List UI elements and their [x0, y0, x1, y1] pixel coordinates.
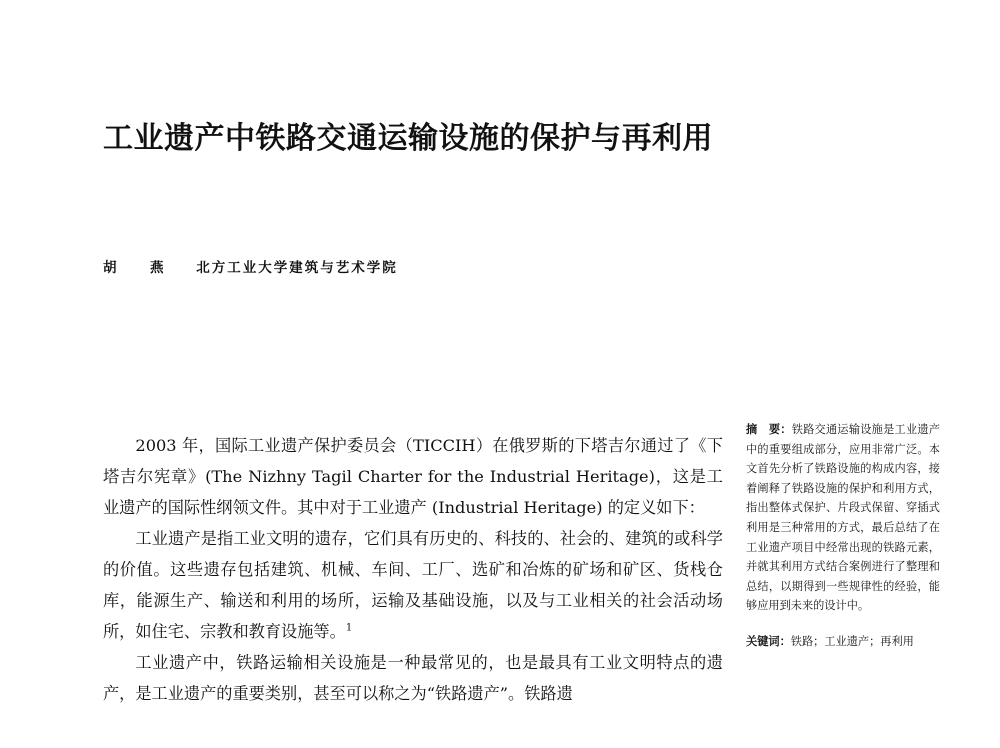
keywords	[746, 632, 940, 652]
author-name: 胡 燕	[103, 260, 174, 276]
body-text	[103, 430, 723, 709]
footnote-marker: 1	[345, 622, 353, 634]
keywords-text: 铁路；工业遗产；再利用	[790, 634, 914, 648]
article-title: 工业遗产中铁路交通运输设施的保护与再利用	[103, 121, 713, 156]
author-line	[103, 256, 398, 276]
abstract-sidebar	[746, 420, 940, 652]
body-paragraph-3: 工业遗产中，铁路运输相关设施是一种最常见的，也是最具有工业文明特点的遗产，是工业遗产的重要类别，甚至可以称之为“铁路遗产”。铁路遗	[103, 653, 723, 703]
body-paragraph-2	[103, 523, 723, 647]
abstract-text: 铁路交通运输设施是工业遗产中的重要组成部分，应用非常广泛。本文首先分析了铁路设施的构成内容，接着阐释了铁路设施的保护和利用方式，指出整体式保护、片段式保留、穿插式利用是三种常用的方式，最后总结了在工业遗产项目中经常出现的铁路元素，并就其利用方式结合案例进行了整理和总结，以期得到一些规律性的经验，能够应用到未来的设计中。	[746, 423, 940, 613]
abstract	[746, 420, 940, 616]
abstract-label: 摘 要：	[746, 423, 792, 436]
body-paragraph-2-text: 工业遗产是指工业文明的遗存，它们具有历史的、科技的、社会的、建筑的或科学的价值。这些遗存包括建筑、机械、车间、工厂、选矿和冶炼的矿场和矿区、货栈仓库，能源生产、输送和利用的场所，运输及基础设施，以及与工业相关的社会活动场所，如住宅、宗教和教育设施等。	[103, 529, 723, 641]
body-paragraph-1: 2003 年，国际工业遗产保护委员会（TICCIH）在俄罗斯的下塔吉尔通过了《下塔吉尔宪章》(The Nizhny Tagil Charter for the Industrial Heritage)，这是工业遗产的国际性纲领文件。其中对于工业遗产 (Industrial Heritage) 的定义如下：	[103, 436, 723, 517]
keywords-label: 关键词：	[746, 634, 791, 648]
author-affiliation: 北方工业大学建筑与艺术学院	[196, 260, 398, 276]
